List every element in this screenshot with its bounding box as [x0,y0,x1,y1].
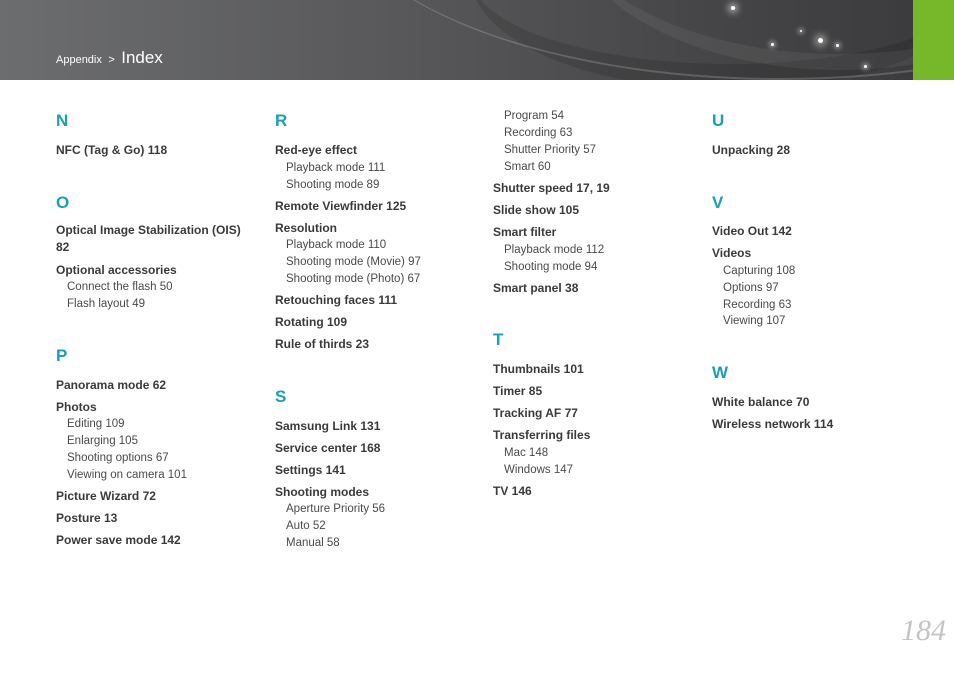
index-entry[interactable]: Shooting modes [275,485,369,499]
breadcrumb [56,48,163,68]
index-entry[interactable]: Settings 141 [275,463,346,477]
index-entry[interactable]: Tracking AF 77 [493,406,578,420]
sparkle-icon [800,30,802,32]
index-subentry[interactable]: Shooting mode 89 [286,179,380,191]
index-entry[interactable]: Service center 168 [275,441,381,455]
index-subentry[interactable]: Playback mode 112 [504,244,605,256]
index-subentry[interactable]: Auto 52 [286,520,326,532]
index-entry[interactable]: Timer 85 [493,384,543,398]
header-decoration [330,0,954,80]
index-subentry[interactable]: Program 54 [504,110,565,122]
index-letter: W [712,363,729,382]
index-letter: T [493,330,504,349]
index-letter: S [275,387,287,406]
sparkle-icon [836,44,839,47]
index-entry[interactable]: Videos [712,246,752,260]
index-entry[interactable]: Power save mode 142 [56,533,181,547]
index-entry[interactable]: Resolution [275,221,337,235]
index-subentry[interactable]: Connect the flash 50 [67,281,173,293]
index-letter: N [56,111,69,130]
sparkle-icon [818,38,823,43]
index-entry[interactable]: Slide show 105 [493,203,580,217]
index-subentry[interactable]: Shutter Priority 57 [504,144,597,156]
index-entry[interactable]: Rule of thirds 23 [275,337,370,351]
index-subentry[interactable]: Shooting mode 94 [504,261,598,273]
index-subentry[interactable]: Shooting mode (Photo) 67 [286,273,421,285]
index-subentry[interactable]: Enlarging 105 [67,435,138,447]
index-subentry[interactable]: Shooting options 67 [67,452,169,464]
sparkle-icon [771,43,774,46]
index-entry[interactable]: Smart panel 38 [493,281,579,295]
index-entry[interactable]: White balance 70 [712,395,810,409]
index-entry[interactable]: TV 146 [493,484,532,498]
index-entry[interactable]: Picture Wizard 72 [56,489,156,503]
index-subentry[interactable]: Manual 58 [286,537,340,549]
index-subentry[interactable]: Shooting mode (Movie) 97 [286,256,421,268]
index-entry[interactable]: Smart filter [493,225,557,239]
index-entry[interactable]: Photos [56,400,97,414]
index-subentry[interactable]: Viewing 107 [723,315,786,327]
page-title: Index [121,48,163,67]
page-header [0,0,954,80]
index-letter: V [712,193,724,212]
sparkle-icon [731,6,735,10]
index-entry[interactable]: Posture 13 [56,511,118,525]
index-entry[interactable]: Transferring files [493,428,591,442]
index-subentry[interactable]: Editing 109 [67,418,125,430]
index-letter: P [56,346,68,365]
index-subentry[interactable]: Mac 148 [504,447,549,459]
index-subentry[interactable]: Options 97 [723,282,779,294]
breadcrumb-section[interactable]: Appendix [56,54,102,66]
index-entry[interactable]: Panorama mode 62 [56,378,167,392]
page-number: 184 [901,614,946,647]
index-entry[interactable]: NFC (Tag & Go) 118 [56,143,168,157]
index-entry[interactable]: Wireless network 114 [712,417,834,431]
index-subentry[interactable]: Windows 147 [504,464,574,476]
index-entry[interactable]: Shutter speed 17, 19 [493,181,610,195]
index-subentry[interactable]: Flash layout 49 [67,298,145,310]
index-subentry[interactable]: Smart 60 [504,161,551,173]
index-entry[interactable]: Video Out 142 [712,224,792,238]
index-letter: U [712,111,725,130]
index-subentry[interactable]: Recording 63 [723,299,792,311]
sparkle-icon [864,65,867,68]
index-subentry[interactable]: Aperture Priority 56 [286,503,386,515]
section-tab [913,0,954,80]
index-subentry[interactable]: Viewing on camera 101 [67,469,187,481]
index-subentry[interactable]: Playback mode 111 [286,162,386,174]
index-subentry[interactable]: Recording 63 [504,127,573,139]
index-entry[interactable]: Optional accessories [56,263,177,277]
index-entry[interactable]: Thumbnails 101 [493,362,584,376]
index-entry[interactable]: Rotating 109 [275,315,348,329]
index-subentry[interactable]: Playback mode 110 [286,239,387,251]
index-letter: R [275,111,288,130]
index-entry[interactable]: Optical Image Stabilization (OIS) 82 [56,223,241,254]
index-entry[interactable]: Unpacking 28 [712,143,791,157]
index-letter: O [56,193,70,212]
breadcrumb-separator: > [108,54,115,66]
index-entry[interactable]: Retouching faces 111 [275,293,398,307]
index-subentry[interactable]: Capturing 108 [723,265,796,277]
index-entry[interactable]: Samsung Link 131 [275,419,381,433]
index-entry[interactable]: Remote Viewfinder 125 [275,199,407,213]
index-entry[interactable]: Red-eye effect [275,143,358,157]
